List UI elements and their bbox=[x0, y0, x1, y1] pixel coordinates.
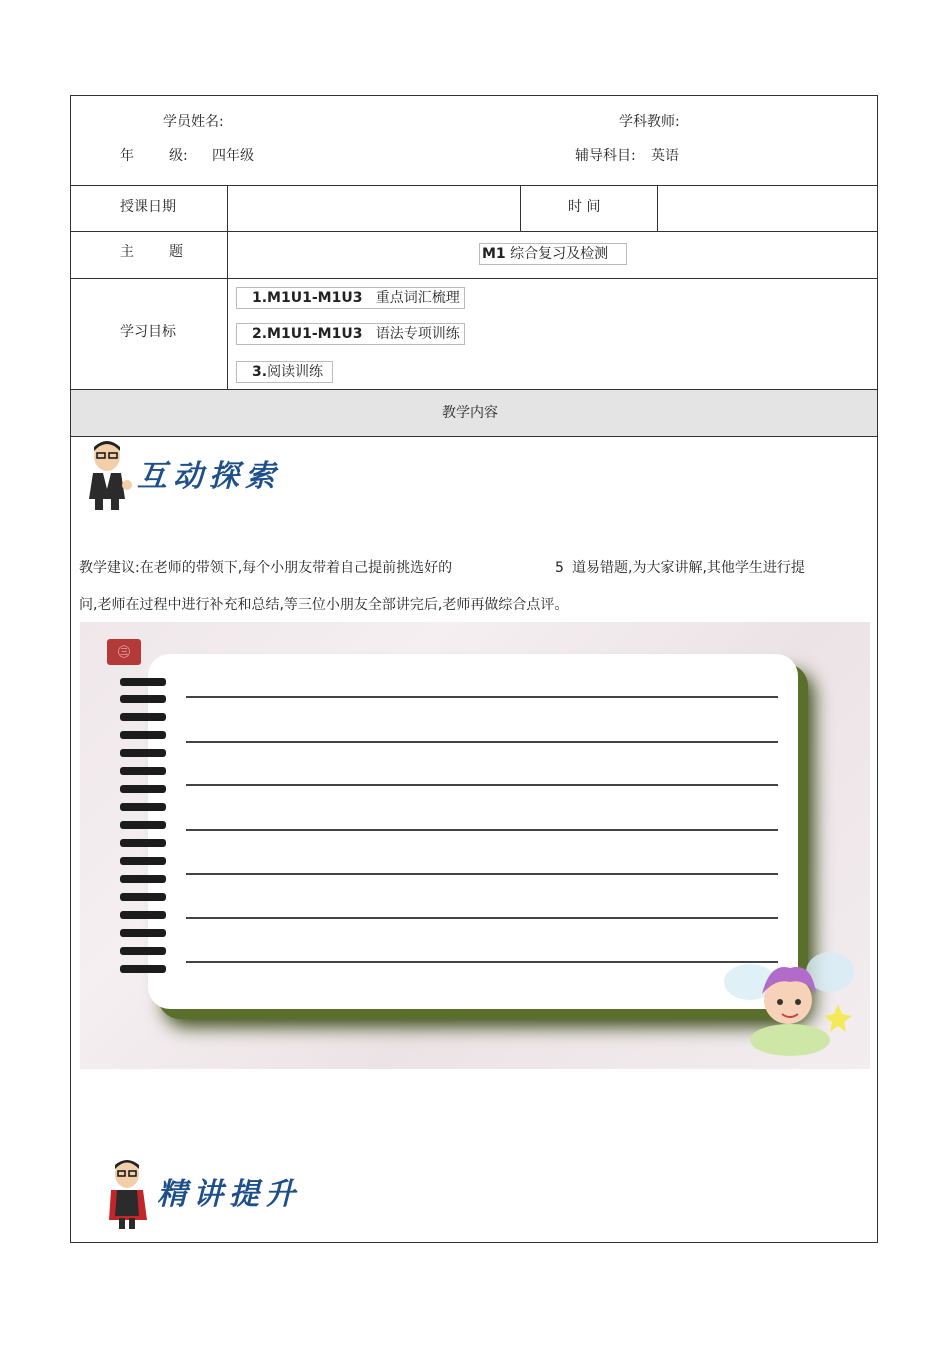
spiral-ring-icon bbox=[120, 947, 166, 955]
topic-box bbox=[479, 243, 627, 265]
seal-stamp-icon bbox=[107, 639, 141, 665]
ruled-line bbox=[186, 829, 778, 831]
ruled-line bbox=[186, 784, 778, 786]
teacher-label: 学科教师: bbox=[619, 114, 680, 130]
row-divider bbox=[71, 436, 877, 437]
goal-item-text: 语法专项训练 bbox=[375, 326, 460, 342]
goal-item-code: 2.M1U1-M1U3 bbox=[252, 326, 363, 342]
lesson-form bbox=[70, 95, 878, 1243]
section-title-improve: 精讲提升 bbox=[157, 1177, 301, 1212]
spiral-ring-icon bbox=[120, 857, 166, 865]
spiral-ring-icon bbox=[120, 839, 166, 847]
topic-text: 综合复习及检测 bbox=[510, 246, 609, 262]
topic-code: M1 bbox=[482, 246, 506, 262]
spiral-ring-icon bbox=[120, 875, 166, 883]
row-divider bbox=[71, 278, 877, 279]
spiral-ring-icon bbox=[120, 803, 166, 811]
content-band-label: 教学内容 bbox=[442, 405, 498, 421]
fairy-icon bbox=[720, 942, 860, 1062]
subject-value: 英语 bbox=[651, 148, 679, 164]
spiral-ring-icon bbox=[120, 911, 166, 919]
advice-line-1-number: 5 bbox=[555, 560, 564, 576]
notebook-page bbox=[148, 654, 798, 1009]
time-label: 时 间 bbox=[568, 199, 601, 215]
spiral-ring-icon bbox=[120, 929, 166, 937]
spiral-ring-icon bbox=[120, 821, 166, 829]
column-divider bbox=[227, 185, 228, 389]
topic-label-2: 题 bbox=[169, 244, 183, 260]
advice-line-2: 问,老师在过程中进行补充和总结,等三位小朋友全部讲完后,老师再做综合点评。 bbox=[79, 597, 569, 613]
advice-line-1a: 教学建议:在老师的带领下,每个小朋友带着自己提前挑选好的 bbox=[79, 560, 453, 576]
column-divider bbox=[520, 185, 521, 231]
seal-stamp-text: ㊂ bbox=[117, 645, 130, 659]
goal-item-code: 3. bbox=[252, 364, 268, 380]
subject-label: 辅导科目: bbox=[575, 148, 636, 164]
column-divider bbox=[657, 185, 658, 231]
teacher-cape-avatar-icon bbox=[109, 1158, 149, 1230]
spiral-ring-icon bbox=[120, 695, 166, 703]
student-name-label: 学员姓名: bbox=[163, 114, 224, 130]
goal-item-1 bbox=[236, 287, 465, 309]
row-divider bbox=[71, 185, 877, 186]
spiral-ring-icon bbox=[120, 678, 166, 686]
ruled-line bbox=[186, 961, 778, 963]
topic-label: 主 bbox=[120, 244, 134, 260]
goals-label: 学习目标 bbox=[120, 324, 176, 340]
row-divider bbox=[71, 231, 877, 232]
section-title-explore: 互动探索 bbox=[137, 459, 281, 494]
goal-item-code: 1.M1U1-M1U3 bbox=[252, 290, 363, 306]
spiral-ring-icon bbox=[120, 785, 166, 793]
grade-label: 年 bbox=[120, 148, 134, 164]
goal-item-text: 阅读训练 bbox=[267, 364, 324, 380]
spiral-ring-icon bbox=[120, 965, 166, 973]
spiral-ring-icon bbox=[120, 749, 166, 757]
date-label: 授课日期 bbox=[120, 199, 176, 215]
notebook-illustration bbox=[80, 622, 870, 1069]
spiral-ring-icon bbox=[120, 731, 166, 739]
advice-line-1b: 道易错题,为大家讲解,其他学生进行提 bbox=[572, 560, 805, 576]
grade-label-2: 级: bbox=[169, 148, 188, 164]
goal-item-2 bbox=[236, 323, 465, 345]
teacher-avatar-icon bbox=[85, 439, 135, 511]
spiral-ring-icon bbox=[120, 767, 166, 775]
spiral-ring-icon bbox=[120, 713, 166, 721]
ruled-line bbox=[186, 873, 778, 875]
ruled-line bbox=[186, 696, 778, 698]
spiral-ring-icon bbox=[120, 893, 166, 901]
ruled-line bbox=[186, 917, 778, 919]
grade-value: 四年级 bbox=[212, 148, 254, 164]
ruled-line bbox=[186, 741, 778, 743]
goal-item-3 bbox=[236, 361, 333, 383]
goal-item-text: 重点词汇梳理 bbox=[375, 290, 460, 306]
